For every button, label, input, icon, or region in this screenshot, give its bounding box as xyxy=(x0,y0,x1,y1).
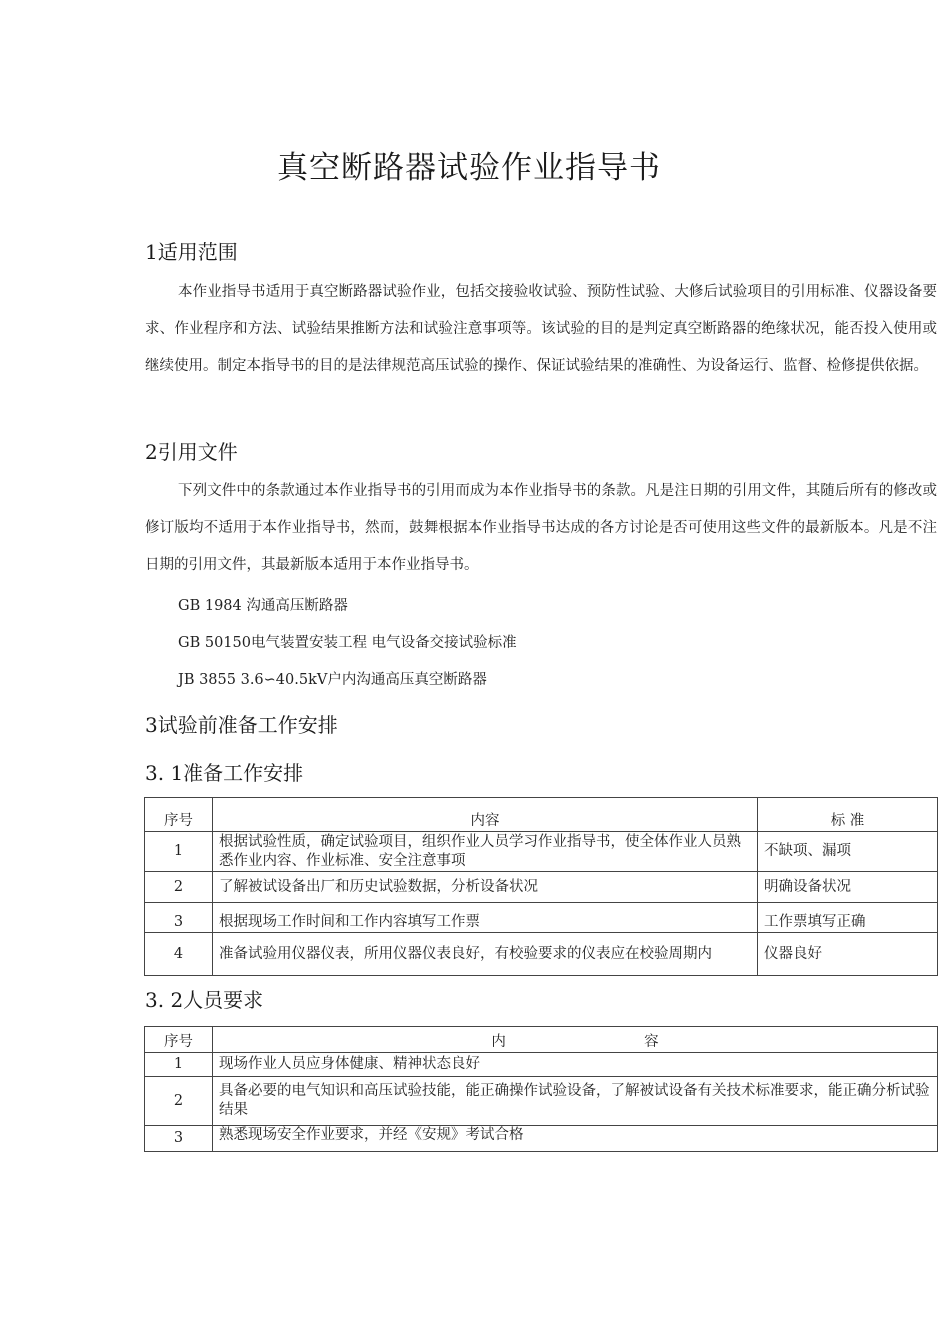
row-content: 了解被试设备出厂和历史试验数据，分析设备状况 xyxy=(213,872,758,903)
col-header-content: 内容 xyxy=(213,798,758,832)
row-standard: 不缺项、漏项 xyxy=(758,832,938,872)
table-header-row xyxy=(145,1027,938,1053)
row-content: 现场作业人员应身体健康、精神状态良好 xyxy=(213,1053,938,1077)
row-no: 4 xyxy=(145,933,213,976)
personnel-table xyxy=(144,1026,938,1152)
col-header-standard: 标 准 xyxy=(758,798,938,832)
row-no: 3 xyxy=(145,903,213,933)
section-3-heading: 3试验前准备工作安排 xyxy=(145,713,338,737)
table-row xyxy=(145,1077,938,1126)
reference-item: GB 50150电气装置安装工程 电气设备交接试验标准 xyxy=(178,635,517,651)
section-2-heading: 2引用文件 xyxy=(145,440,238,464)
row-no: 3 xyxy=(145,1126,213,1152)
row-no: 2 xyxy=(145,1077,213,1126)
preparation-table xyxy=(144,797,938,976)
reference-item: GB 1984 沟通高压断路器 xyxy=(178,598,348,614)
row-standard: 仪器良好 xyxy=(758,933,938,976)
row-standard: 明确设备状况 xyxy=(758,872,938,903)
table-row xyxy=(145,832,938,872)
row-content: 具备必要的电气知识和高压试验技能，能正确操作试验设备，了解被试设备有关技术标准要求，能正确分析试验结果 xyxy=(213,1077,938,1126)
row-standard: 工作票填写正确 xyxy=(758,903,938,933)
row-content: 根据现场工作时间和工作内容填写工作票 xyxy=(213,903,758,933)
col-header-no: 序号 xyxy=(145,1027,213,1053)
row-no: 2 xyxy=(145,872,213,903)
section-1-body: 本作业指导书适用于真空断路器试验作业，包括交接验收试验、预防性试验、大修后试验项目的引用标准、仪器设备要求、作业程序和方法、试验结果推断方法和试验注意事项等。该试验的目的是判定真空断路器的绝缘状况，能否投入使用或继续使用。制定本指导书的目的是法律规范高压试验的操作、保证试验结果的准确性、为设备运行、监督、检修提供依据。 xyxy=(145,284,937,374)
row-no: 1 xyxy=(145,832,213,872)
col-header-no: 序号 xyxy=(145,798,213,832)
table-row xyxy=(145,872,938,903)
row-no: 1 xyxy=(145,1053,213,1077)
table-row xyxy=(145,1053,938,1077)
section-1-heading: 1适用范围 xyxy=(145,240,238,264)
row-content: 根据试验性质，确定试验项目，组织作业人员学习作业指导书，使全体作业人员熟悉作业内容、作业标准、安全注意事项 xyxy=(213,832,758,872)
row-content: 熟悉现场安全作业要求，并经《安规》考试合格 xyxy=(213,1126,938,1152)
table-header-row xyxy=(145,798,938,832)
page-title: 真空断路器试验作业指导书 xyxy=(277,150,661,186)
section-2-body: 下列文件中的条款通过本作业指导书的引用而成为本作业指导书的条款。凡是注日期的引用文件，其随后所有的修改或修订版均不适用于本作业指导书，然而，鼓舞根据本作业指导书达成的各方讨论是否可使用这些文件的最新版本。凡是不注日期的引用文件，其最新版本适用于本作业指导书。 xyxy=(145,483,937,573)
table-row xyxy=(145,933,938,976)
reference-item: JB 3855 3.6∽40.5kV户内沟通高压真空断路器 xyxy=(178,672,487,688)
row-content: 准备试验用仪器仪表，所用仪器仪表良好，有校验要求的仪表应在校验周期内 xyxy=(213,933,758,976)
table-row xyxy=(145,903,938,933)
col-header-content: 内 容 xyxy=(213,1027,938,1053)
table-row xyxy=(145,1126,938,1152)
section-3-2-heading: 3. 2人员要求 xyxy=(145,988,264,1012)
section-3-1-heading: 3. 1准备工作安排 xyxy=(145,761,304,785)
